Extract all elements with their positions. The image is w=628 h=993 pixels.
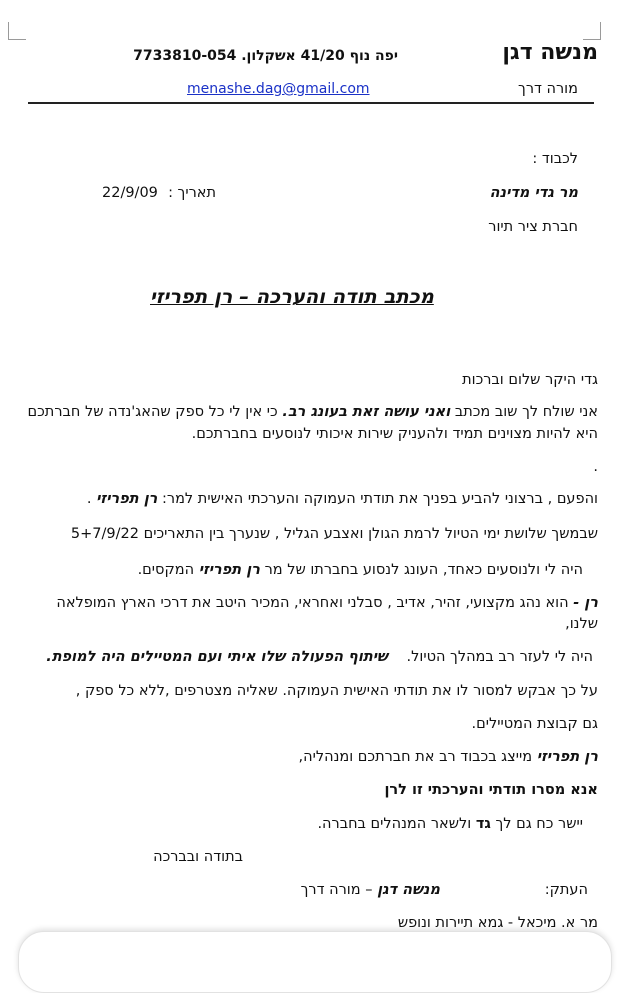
signer-role: – מורה דרך [300,882,373,898]
p4-text-a: היה לי ולנוסעים כאחד, העונג לנסוע בחברתו של מר [264,562,583,578]
p1-text-a: אני שולח לך שוב מכתב [454,404,598,420]
p2-end: . [86,491,92,507]
p6-text-a: היה לי לעזר רב במהלך הטיול. [406,649,593,665]
paragraph-11 [317,816,583,832]
paragraph-7: על כך אבקש למסור לו את תודתי האישית העמוקה. שאליה מצטרפים ,ללא כל ספק , [75,683,598,699]
signer-name: מנשה דגן [377,882,440,898]
paragraph-3: שבמשך שלושת ימי הטיול לרמת הגולן ואצבע הגליל , שנערך בין התאריכים 5+7/9/22 [70,526,598,542]
to-label: לכבוד : [532,151,578,167]
crop-mark-right-v [600,22,601,40]
paragraph-5-line-1 [56,595,598,611]
date-value: 22/9/09 [102,185,158,201]
p11-text-b: ולשאר המנהלים בחברה. [317,816,472,832]
p5-text-a: הוא נהג מקצועי, זהיר, אדיב , סבלני ואחראי, המכיר היטב את דרכי הארץ המופלאה [56,595,569,611]
paragraph-9 [299,749,598,765]
p1-text-b: ואני עושה זאת בעונג רב. [282,404,451,420]
header-rule [28,102,594,104]
crop-mark-left-h [8,39,26,40]
header-name: מנשה דגן [502,40,598,65]
cc-line: מר א. מיכאל - גמא תיירות ונופש [397,915,598,931]
p9-name: רן תפריזי [536,749,598,765]
letter-title: מכתב תודה והערכה – רן תפריזי [150,285,434,308]
paragraph-4 [138,562,583,578]
p11-gad: גד [475,816,491,832]
signer-line [301,882,440,898]
p5-name: רן - [573,595,598,611]
paragraph-2 [87,491,598,507]
paragraph-10: אנא מסרו תודתי והערכתי זו לרן [384,782,598,798]
bottom-sheet-edge[interactable] [18,931,612,993]
p4-text-b: המקסים. [137,562,195,578]
stray-dot: . [593,459,598,475]
p4-name: רן תפריזי [198,562,260,578]
header-address-phone: יפה נוף 41/20 אשקלון. 7733810-054 [133,48,398,64]
p2-text-a: והפעם , ברצוני להביע בפניך את תודתי העמוקה והערכתי האישית למר: [162,491,598,507]
p9-text-a: מייצג בכבוד רב את חברתכם ומנהליה, [298,749,533,765]
closing-regards: בתודה ובברכה [153,849,243,865]
recipient-name: מר גדי מדינה [489,185,578,201]
recipient-company: חברת ציר תיור [488,219,578,235]
paragraph-1-line-1 [28,404,598,420]
crop-mark-left-v [8,22,9,40]
greeting: גדי היקר שלום וברכות [462,372,598,388]
paragraph-5-line-2: שלנו, [565,616,598,632]
p11-text-a: יישר כח גם לך [495,816,583,832]
header-email-link[interactable]: menashe.dag@gmail.com [187,81,370,97]
paragraph-1-line-2: היא להיות מצוינים תמיד ולהעניק שירות איכותי לנוסעים בחברתכם. [191,426,598,442]
p6-text-b: שיתוף הפעולה שלו איתי ועם המטיילים היה למופת. [46,649,388,665]
paragraph-8: גם קבוצת המטיילים. [471,716,598,732]
p1-text-c: כי אין לי כל ספק שהאג'נדה של חברתכם [27,404,278,420]
copy-label: העתק: [544,882,588,898]
date-label: תאריך : [168,185,216,201]
header-profession: מורה דרך [518,81,578,97]
p2-name: רן תפריזי [96,491,158,507]
paragraph-6 [46,649,593,665]
